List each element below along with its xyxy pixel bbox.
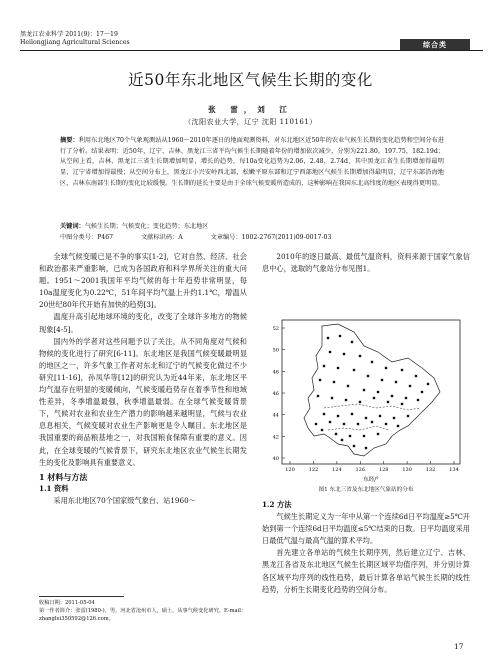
station-marker: [359, 355, 361, 357]
station-marker: [359, 401, 361, 403]
station-marker: [391, 395, 393, 397]
station-marker: [397, 425, 399, 427]
abstract-text: 利用东北地区70个气象观测站从1960～2010年逐日的地面观测资料，对东北地区近50年的农业气候生长期的变化趋势和空间分布进行了分析。结果表明：近50年，辽宁、吉林、黑龙江三省平均气候生长期随着年份的增加依次减少，分别为221.80，197.75，182.19d；从空间上看，吉林、黑龙江三省生长期增加明显，增长的趋势，每10a变化趋势为2.06，2.48，2.74d，其中黑龙江省生长期增加得最明显，辽宁省增加得最慢；从空间分布上，黑龙江小兴安岭西北部，松嫩平原东部和辽宁西部地区气候生长期增加得最明显，辽宁东部沿海地区，吉林东南部生长期的变化比较缓慢。生长期的延长主要是由于全球气候变暖所造成的，这种影响在我国东北高纬度的地区表现得更明显。: [60, 137, 444, 187]
journal-name-en: Heilongjiang Agricultural Sciences: [20, 39, 130, 46]
section-heading-1: 1 材料与方法: [39, 471, 88, 482]
station-marker: [395, 381, 397, 383]
x-tick-label: 130: [402, 467, 412, 473]
y-tick-label: 44: [272, 412, 279, 419]
station-marker: [371, 421, 373, 423]
station-marker: [321, 429, 323, 431]
body-right-column-top: [262, 251, 470, 315]
keywords-label: 关键词：: [60, 223, 85, 230]
x-axis-unit: 东经/°: [363, 477, 379, 483]
station-marker: [363, 389, 365, 391]
station-marker: [405, 397, 407, 399]
journal-header: [20, 31, 130, 47]
section-tag: 综合类: [400, 39, 470, 50]
station-map-figure: [268, 318, 468, 484]
keywords: [60, 222, 444, 231]
station-marker: [409, 385, 411, 387]
station-marker: [331, 397, 333, 399]
station-marker: [339, 335, 341, 337]
section-heading-1-1: 1.1 资料: [39, 483, 69, 493]
section-heading-1-2: 1.2 方法: [262, 500, 292, 509]
y-tick-label: 48: [272, 369, 279, 376]
station-marker: [335, 433, 337, 435]
station-marker: [323, 365, 325, 367]
station-marker: [365, 447, 367, 449]
y-tick-label: 40: [272, 456, 279, 462]
paper-authors: 张 雷，刘 江: [208, 105, 293, 114]
method-paragraph-1: 气候生长期定义为一年中从第一个连续6d日平均温度≥5℃开始到第一个连续6d日平均温度≤5℃结束的日数。日平均温度采用日最低气温与最高气温的算术平均。: [262, 512, 470, 546]
x-tick-label: 128: [378, 467, 389, 473]
page-number: 17: [454, 642, 464, 651]
station-marker: [415, 375, 417, 377]
paper-affiliation: （沈阳农业大学，辽宁 沈阳 110161）: [184, 118, 317, 126]
x-tick-label: 126: [355, 467, 366, 473]
footnote-rule: [39, 596, 124, 597]
journal-name-cn: 黑龙江农业科学 2011(9)：17～19: [20, 31, 118, 38]
station-marker: [357, 423, 359, 425]
station-marker: [401, 403, 403, 405]
station-marker: [349, 435, 351, 437]
paper-title: 近50年东北地区气候生长期的变化: [128, 71, 373, 89]
station-marker: [363, 435, 365, 437]
intro-paragraph-1: 全球气候变暖已是不争的事实[1-2]，它对自然、经济、社会和政治都来严重影响，已成为各国政府和科学界所关注的重大问题。1951～2001我国年平均气候的每十年趋势非常明显，每10a温度变化为0.22℃，51年间平均气温上升约1.1℃，增温从20世纪80年代开始有加快的趋势[3]。: [39, 252, 247, 310]
station-marker: [401, 369, 403, 371]
x-tick-label: 124: [332, 467, 342, 473]
province-boundary-jilin-liaoning: [328, 426, 388, 430]
station-marker: [345, 399, 347, 401]
intro-paragraph-3: 国内外的学者对这些问题予以了关注，从不同角度对气候和物候的变化进行了研究[6-11]。东北地区是我国气候变暖最明显的地区之一，许多气象工作者对东北和辽宁的气候变化做过不少研究[11-16]，孙凤华等[12]的研究认为近44年来，东北地区平均气温存在明显的变暖倾向，气候变暖趋势存在着季节性和地域性差异，冬季增温最强，秋季增温最弱。在全球气候变暖背景下，气候对农业和农业生产潜力的影响越来越明显，气候与农业息息相关，气候变暖对农业生产影响更是令人瞩目。东北地区是我国重要的商品粮基地之一，对我国粮食保障有重要的意义。因此，在全球变暖的气候背景下，研究东北地区农业气候生长期发生的变化及影响具有重要意义。: [39, 336, 247, 467]
station-marker: [417, 399, 419, 401]
map-frame: [282, 320, 460, 464]
y-tick-label: 52: [272, 326, 279, 332]
author-bio: 第一作者简介：张雷(1980-)，男，河北省沧州市人，硕士，从事气候变化研究。E-mail：zhanglei350592@126.com。: [39, 608, 247, 622]
station-marker: [337, 367, 339, 369]
station-marker: [343, 353, 345, 355]
station-marker: [421, 391, 423, 393]
station-marker: [323, 413, 325, 415]
station-marker: [371, 361, 373, 363]
station-marker: [381, 379, 383, 381]
station-marker: [367, 375, 369, 377]
station-marker: [365, 417, 367, 419]
data-paragraph-cont: 2010年的逐日最高、最低气温资料，资料来源于国家气象信息中心，选取的气象站分布见图1。: [262, 252, 470, 274]
station-marker: [385, 423, 387, 425]
station-marker: [353, 369, 355, 371]
station-marker: [329, 351, 331, 353]
station-marker: [351, 341, 353, 343]
station-marker: [329, 421, 331, 423]
station-marker: [427, 383, 429, 385]
station-marker: [347, 385, 349, 387]
x-tick-label: 134: [449, 467, 459, 473]
station-marker: [377, 391, 379, 393]
body-left-column: [39, 251, 247, 507]
province-boundary-heilongjiang-jilin: [324, 404, 420, 410]
keywords-text: 气候生长期；气候变化；变化趋势；东北地区: [84, 223, 209, 230]
received-date: 收稿日期：2011-05-04: [39, 600, 95, 606]
abstract: [60, 136, 444, 190]
figure-caption: 图1 东北三省及东北地区气象站的分布: [318, 487, 414, 493]
document-code: 文献标识码：A: [141, 234, 183, 241]
abstract-label: 摘要：: [60, 137, 79, 144]
y-tick-label: 50: [272, 347, 279, 354]
station-marker: [387, 401, 389, 403]
station-marker: [337, 415, 339, 417]
footnote: [39, 599, 249, 623]
station-marker: [317, 395, 319, 397]
station-marker: [393, 417, 395, 419]
classification-line: [60, 233, 444, 242]
station-marker: [353, 445, 355, 447]
station-marker: [385, 367, 387, 369]
body-right-column-bottom: [262, 499, 470, 596]
station-marker: [333, 381, 335, 383]
data-paragraph: 采用东北地区70个国家级气象台、站1960～: [53, 495, 196, 505]
header-rule: [20, 50, 483, 51]
station-marker: [319, 379, 321, 381]
station-marker: [343, 423, 345, 425]
method-paragraph-2: 首先建立各单站的气候生长期序列，然后建立辽宁、吉林、黑龙江各省及东北地区气候生长期区域平均值序列，并分别计算各区域平均序列的线性趋势，最后计算各单站气候生长期的线性趋势，分析生长期变化趋势的空间分布。: [262, 548, 470, 594]
station-marker: [373, 397, 375, 399]
x-tick-label: 132: [425, 467, 436, 473]
station-marker: [341, 439, 343, 441]
x-tick-label: 120: [285, 467, 295, 473]
clc-number: 中图分类号：P467: [60, 234, 114, 241]
article-id: 文章编号：1002-2767(2011)09-0017-03: [210, 234, 332, 241]
northeast-china-outline: [304, 324, 440, 456]
station-markers: [315, 335, 429, 449]
station-marker: [379, 415, 381, 417]
station-marker: [315, 423, 317, 425]
station-marker: [407, 415, 409, 417]
y-tick-label: 42: [272, 434, 279, 441]
intro-paragraph-2: 温度升高引起地球环境的变化，改变了全球许多地方的物候现象[4-5]。: [39, 312, 247, 334]
station-marker: [351, 413, 353, 415]
station-marker: [377, 433, 379, 435]
x-tick-label: 122: [308, 467, 319, 473]
y-tick-label: 46: [272, 391, 279, 397]
station-marker: [327, 337, 329, 339]
